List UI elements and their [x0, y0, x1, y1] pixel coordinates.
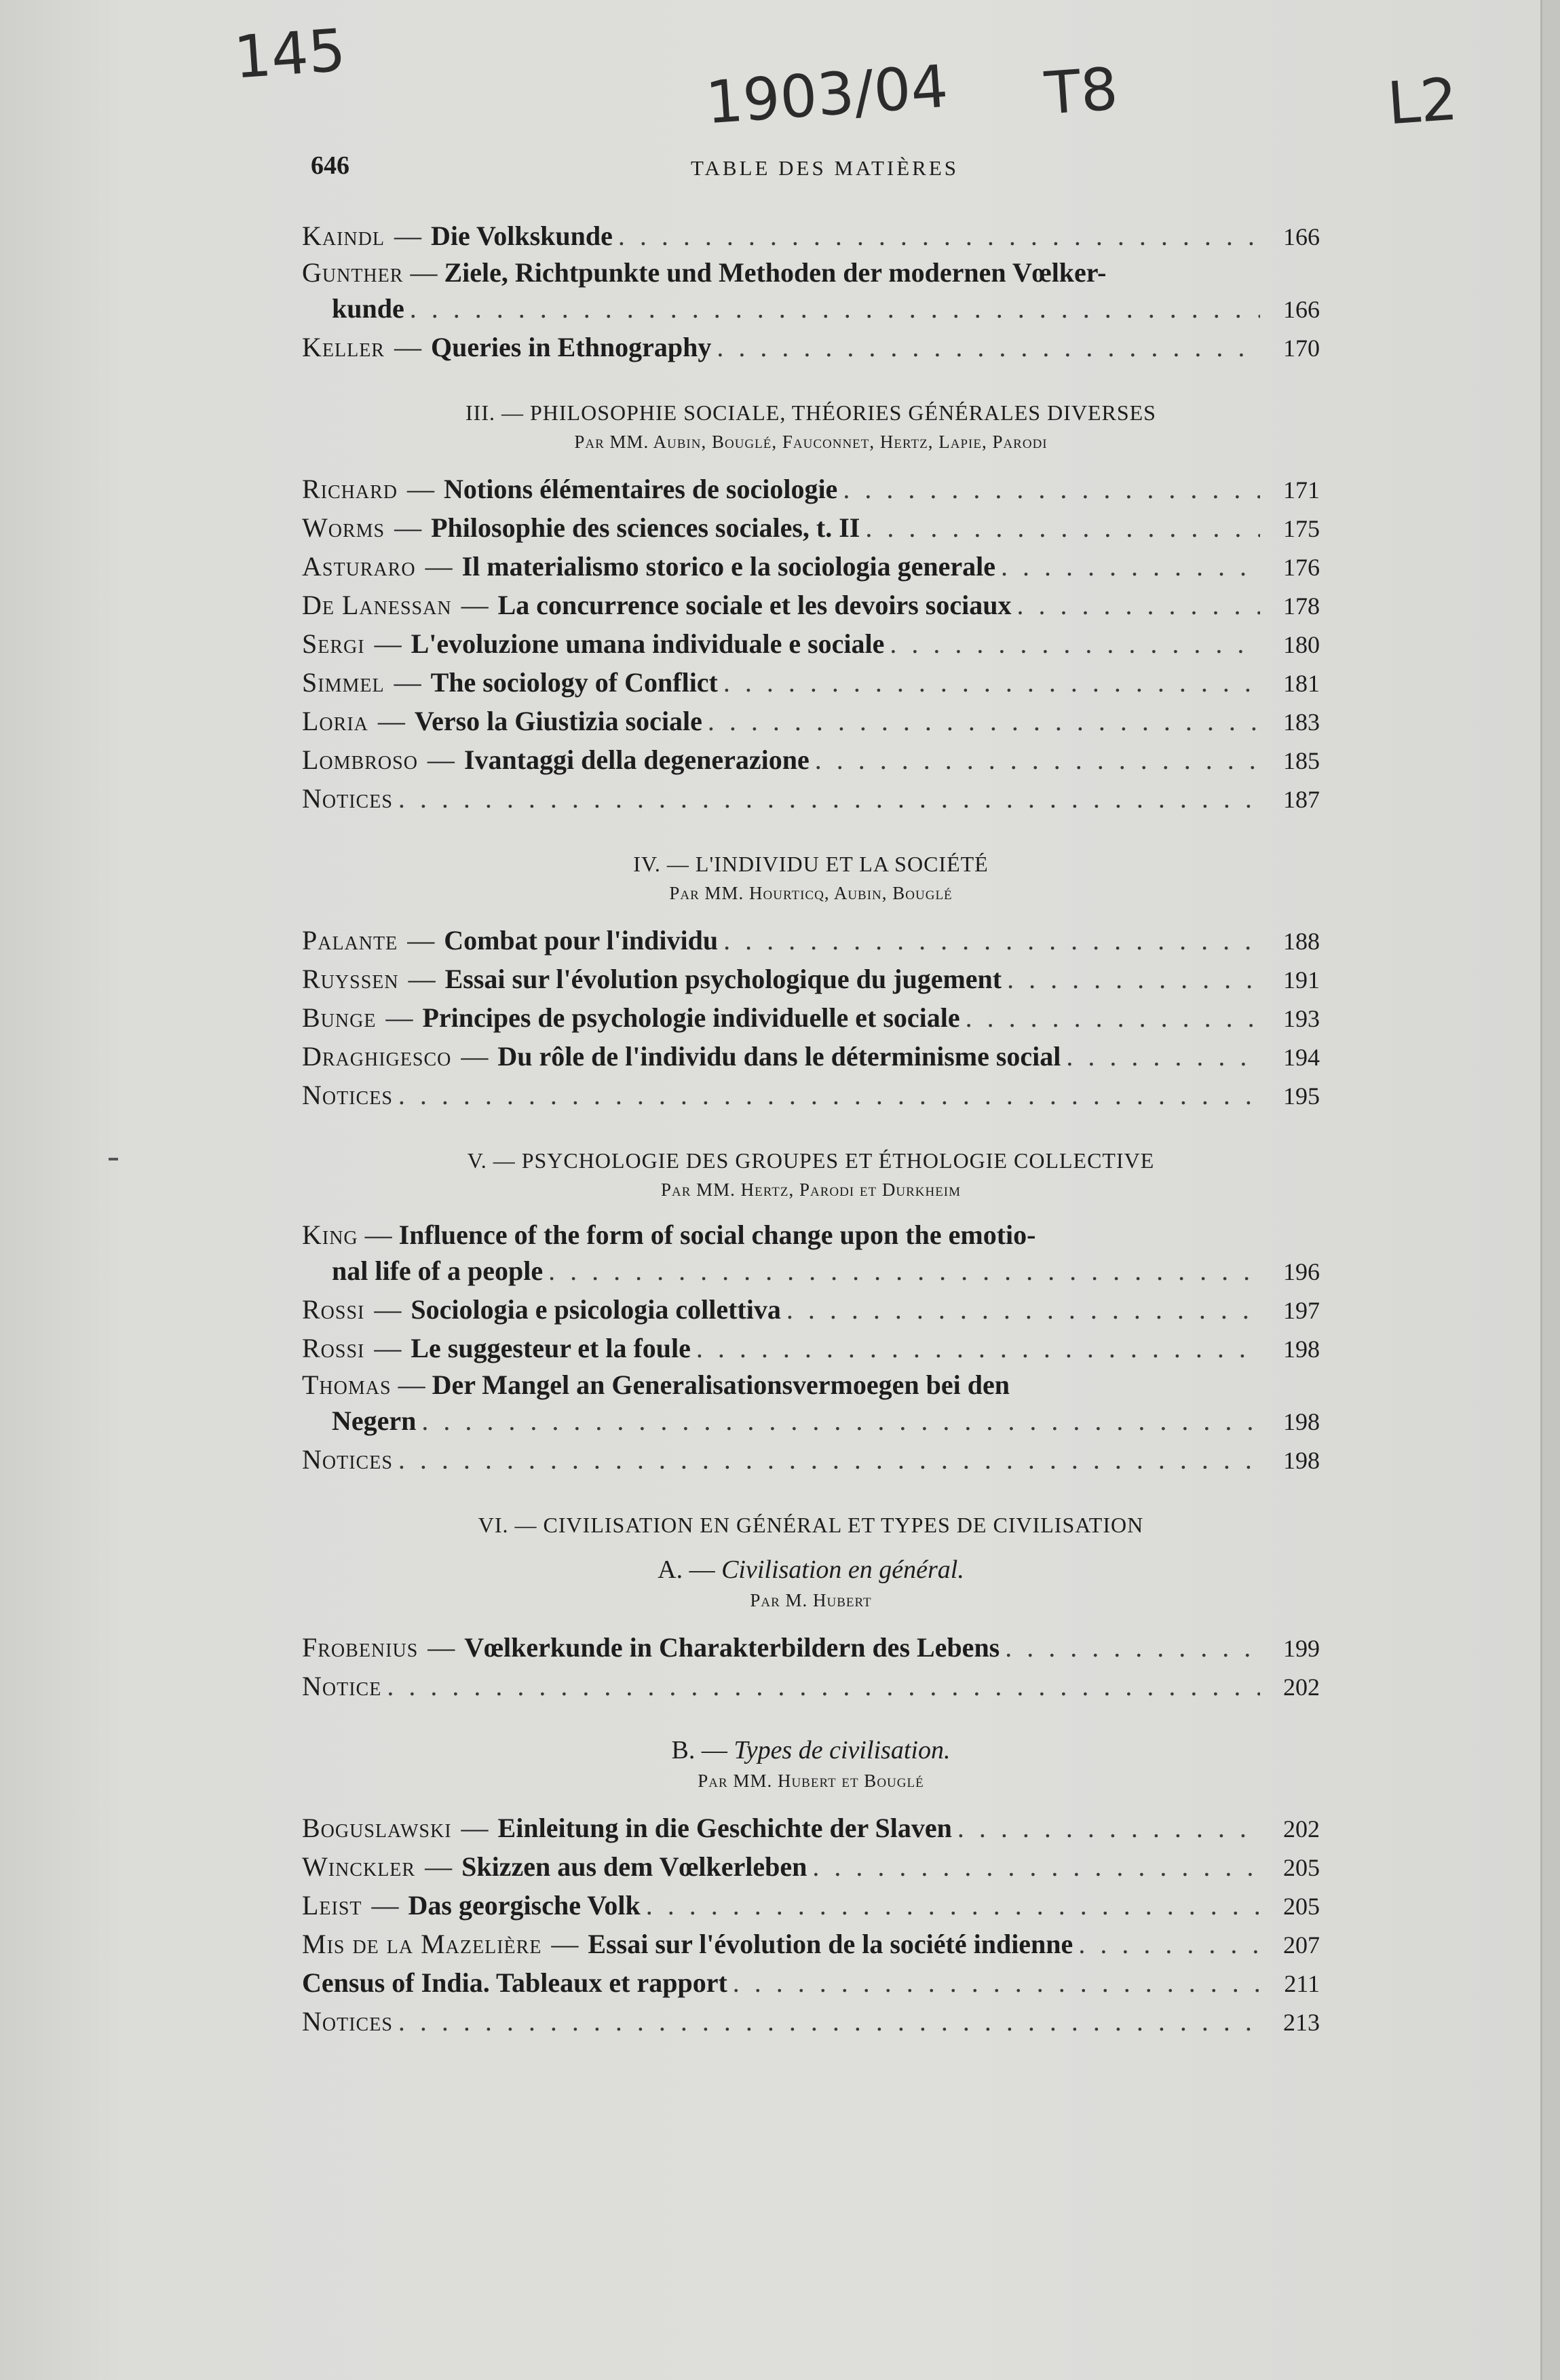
toc-entry: Rossi — Le suggesteur et la foule . . . 198	[302, 1329, 1320, 1368]
entry-author: Rossi	[302, 1333, 365, 1363]
entry-author: Mis de la Mazelière	[302, 1929, 542, 1959]
toc-entry-continuation	[302, 290, 1320, 328]
subsection-label: A. —	[658, 1555, 715, 1584]
entry-title: Influence of the form of social change upon the emotio-	[398, 1220, 1036, 1250]
entry-title: Ziele, Richtpunkte und Methoden der modernen Vœlker-	[444, 257, 1107, 288]
entry-author: Kaindl	[302, 221, 385, 251]
entry-author: Notices	[302, 1080, 393, 1110]
section-entries	[302, 1291, 1320, 1368]
entry-author: Bunge	[302, 1002, 377, 1033]
toc-entry: Boguslawski — Einleitung in die Geschichte der Slaven . . . 202	[302, 1809, 1320, 1848]
leader-dots	[421, 1402, 1260, 1440]
section-heading: IV. — L'INDIVIDU ET LA SOCIÉTÉ	[633, 852, 989, 876]
entry-page: 198	[1283, 1447, 1320, 1474]
subsection-heading	[302, 1733, 1320, 1767]
leader-dots	[1001, 548, 1260, 586]
subsection-label: B. —	[671, 1736, 727, 1764]
entry-page: 185	[1283, 747, 1320, 774]
toc-entry: Ruyssen — Essai sur l'évolution psychologique du jugement . . . 191	[302, 960, 1320, 999]
entry-page: 180	[1283, 631, 1320, 658]
toc-entry: Palante — Combat pour l'individu . . . 188	[302, 922, 1320, 960]
entry-title: kunde	[332, 293, 404, 324]
leader-dots	[723, 664, 1260, 702]
entry-author: Keller	[302, 332, 385, 362]
entry-title: Le suggesteur et la foule	[411, 1333, 691, 1363]
leader-dots	[1007, 960, 1260, 998]
toc-entry	[302, 1076, 1320, 1115]
toc-entry: Winckler — Skizzen aus dem Vœlkerleben . . . 205	[302, 1848, 1320, 1887]
toc-entry	[302, 1667, 1320, 1706]
section-byline: Par MM. Hourticq, Aubin, Bouglé	[669, 883, 953, 903]
entry-title: The sociology of Conflict	[430, 667, 718, 698]
toc-entry: Lombroso — Ivantaggi della degenerazione . . . 185	[302, 741, 1320, 780]
leader-dots	[733, 1964, 1260, 2002]
entry-title: Queries in Ethnography	[430, 332, 712, 362]
entry-page: 198	[1283, 1336, 1320, 1363]
entry-author: King	[302, 1220, 358, 1250]
section-entries	[302, 1809, 1320, 2041]
toc-entry: Sergi — L'evoluzione umana individuale e sociale . . . 180	[302, 625, 1320, 664]
section-heading: V. — PSYCHOLOGIE DES GROUPES ET ÉTHOLOGIE COLLECTIVE	[467, 1148, 1155, 1173]
entry-title: nal life of a people	[332, 1255, 544, 1286]
entry-page: 194	[1283, 1044, 1320, 1071]
entry-title: Census of India. Tableaux et rapport	[302, 1967, 727, 1998]
toc-entry: Worms — Philosophie des sciences sociales, t. II . . . 175	[302, 509, 1320, 548]
leader-dots	[723, 922, 1260, 960]
entry-title: Notions élémentaires de sociologie	[444, 474, 838, 504]
leader-dots	[966, 999, 1260, 1037]
entry-title: Essai sur l'évolution psychologique du jugement	[444, 964, 1002, 994]
handwritten-years: 1903/04	[703, 52, 951, 138]
entry-title: Die Volkskunde	[430, 221, 613, 251]
leader-dots	[812, 1848, 1260, 1886]
entry-author: Rossi	[302, 1294, 365, 1325]
entry-page: 198	[1283, 1408, 1320, 1435]
leader-dots	[646, 1887, 1260, 1925]
entry-author: Notices	[302, 783, 393, 814]
section-byline: Par M. Hubert	[750, 1590, 872, 1610]
entry-author: Palante	[302, 925, 398, 956]
margin-speck	[109, 1158, 118, 1160]
entry-author: Notices	[302, 1444, 393, 1475]
toc-entry-notices	[302, 1441, 1320, 1479]
entry-title: L'evoluzione umana individuale e sociale	[411, 628, 885, 659]
entry-title: Einleitung in die Geschichte der Slaven	[497, 1813, 952, 1843]
section-byline: Par MM. Aubin, Bouglé, Fauconnet, Hertz, Lapie, Parodi	[574, 432, 1048, 452]
entry-author: Sergi	[302, 628, 365, 659]
leader-dots	[843, 470, 1260, 508]
entry-page: 187	[1283, 786, 1320, 813]
entry-title: Das georgische Volk	[408, 1890, 641, 1921]
entry-title: Vœlkerkunde in Charakterbildern des Lebens	[464, 1632, 1000, 1663]
running-title: TABLE DES MATIÈRES	[691, 156, 959, 180]
entry-author: Frobenius	[302, 1632, 419, 1663]
toc-entry: Rossi — Sociologia e psicologia collettiva . . . 197	[302, 1291, 1320, 1329]
entry-page: 191	[1283, 966, 1320, 994]
leader-dots	[708, 702, 1260, 740]
entry-author: Boguslawski	[302, 1813, 452, 1843]
entry-title: Ivantaggi della degenerazione	[463, 744, 810, 775]
leader-dots	[398, 1441, 1260, 1479]
page-header	[0, 151, 1540, 191]
leader-dots	[1066, 1038, 1260, 1076]
entry-title: La concurrence sociale et les devoirs sociaux	[497, 590, 1012, 620]
entry-title: Principes de psychologie individuelle et sociale	[422, 1002, 960, 1033]
entry-page: 213	[1283, 2009, 1320, 2036]
entry-author: Ruyssen	[302, 964, 399, 994]
section-entries	[302, 470, 1320, 818]
entry-page: 196	[1283, 1258, 1320, 1285]
entry-title: Du rôle de l'individu dans le déterminisme social	[497, 1041, 1061, 1072]
entry-author: Draghigesco	[302, 1041, 452, 1072]
entry-author: Asturaro	[302, 551, 416, 582]
toc-entry-continuation	[302, 1402, 1320, 1441]
entry-page: 202	[1283, 1674, 1320, 1701]
entry-title: Essai sur l'évolution de la société indienne	[588, 1929, 1073, 1959]
leader-dots	[890, 625, 1260, 663]
subsection-title: Civilisation en général.	[721, 1555, 964, 1584]
entry-title: Negern	[332, 1405, 417, 1436]
entry-page: 178	[1283, 592, 1320, 620]
subsection-title: Types de civilisation.	[734, 1736, 951, 1764]
toc-entry: Loria — Verso la Giustizia sociale . . . 183	[302, 702, 1320, 741]
entry-title: Skizzen aus dem Vœlkerleben	[461, 1851, 807, 1882]
toc-entry: Thomas — Der Mangel an Generalisationsvermoegen bei den	[302, 1370, 1010, 1400]
entry-page: 199	[1283, 1635, 1320, 1662]
entry-page: 193	[1283, 1005, 1320, 1032]
entry-title: Der Mangel an Generalisationsvermoegen bei den	[432, 1370, 1010, 1400]
handwritten-mark-left: 145	[231, 16, 348, 92]
leader-dots	[548, 1252, 1260, 1290]
entry-page: 183	[1283, 709, 1320, 736]
entry-title: Combat pour l'individu	[444, 925, 719, 956]
entry-page: 171	[1283, 476, 1320, 504]
leader-dots	[957, 1809, 1260, 1847]
toc-entry: Gunther — Ziele, Richtpunkte und Methoden der modernen Vœlker-	[302, 257, 1107, 288]
entry-author: De Lanessan	[302, 590, 452, 620]
entry-page: 205	[1283, 1854, 1320, 1881]
toc-entry: Richard — Notions élémentaires de sociologie . . . 171	[302, 470, 1320, 509]
entry-page: 175	[1283, 515, 1320, 542]
section-byline: Par MM. Hertz, Parodi et Durkheim	[660, 1179, 962, 1200]
leader-dots	[717, 328, 1260, 366]
toc-entry: De Lanessan — La concurrence sociale et les devoirs sociaux . . . 178	[302, 586, 1320, 625]
leader-dots	[398, 780, 1260, 818]
toc-entry: King — Influence of the form of social change upon the emotio-	[302, 1220, 1036, 1250]
entry-author: Simmel	[302, 667, 385, 698]
table-of-contents	[302, 217, 1320, 2041]
entry-page: 207	[1283, 1931, 1320, 1959]
page-edge	[1540, 0, 1560, 2380]
leader-dots	[410, 290, 1260, 328]
entry-page: 166	[1283, 296, 1320, 323]
section-entries	[302, 1629, 1320, 1706]
entry-page: 166	[1283, 223, 1320, 250]
leader-dots	[398, 1076, 1260, 1114]
entry-author: Thomas	[302, 1370, 392, 1400]
entry-author: Richard	[302, 474, 398, 504]
entry-author: Winckler	[302, 1851, 416, 1882]
entry-author: Notices	[302, 2006, 393, 2037]
leader-dots	[696, 1329, 1260, 1367]
toc-entry	[302, 2003, 1320, 2041]
entry-author: Gunther	[302, 257, 404, 288]
toc-entry	[302, 1964, 1320, 2003]
section-heading: VI. — CIVILISATION EN GÉNÉRAL ET TYPES DE CIVILISATION	[478, 1513, 1144, 1537]
handwritten-mark-right: L2	[1385, 65, 1460, 138]
toc-entry: Leist — Das georgische Volk . . . 205	[302, 1887, 1320, 1925]
toc-entry: Kaindl — Die Volkskunde . . . 166	[302, 217, 1320, 256]
page-number: 646	[311, 151, 349, 180]
entry-page: 195	[1283, 1082, 1320, 1110]
entry-page: 176	[1283, 554, 1320, 581]
section-entries	[302, 922, 1320, 1115]
entry-author: Loria	[302, 706, 368, 736]
toc-entry: Frobenius — Vœlkerkunde in Charakterbildern des Lebens . . . 199	[302, 1629, 1320, 1667]
toc-entry-continuation	[302, 1252, 1320, 1291]
section-byline: Par MM. Hubert et Bouglé	[698, 1771, 924, 1791]
leader-dots	[618, 217, 1260, 255]
leader-dots	[398, 2003, 1260, 2041]
leader-dots	[815, 741, 1260, 779]
entry-author: Notice	[302, 1671, 382, 1701]
toc-entry	[302, 780, 1320, 818]
toc-entry: Bunge — Principes de psychologie individuelle et sociale . . . 193	[302, 999, 1320, 1038]
entry-page: 181	[1283, 670, 1320, 697]
entry-title: Philosophie des sciences sociales, t. II	[431, 512, 860, 543]
entry-page: 211	[1284, 1970, 1320, 1997]
entry-page: 188	[1283, 928, 1320, 955]
entry-title: Verso la Giustizia sociale	[414, 706, 702, 736]
entry-page: 197	[1283, 1297, 1320, 1324]
toc-entry: Keller — Queries in Ethnography . . . 170	[302, 328, 1320, 367]
entry-page: 202	[1283, 1815, 1320, 1843]
toc-entry: Simmel — The sociology of Conflict . . . 181	[302, 664, 1320, 702]
leader-dots	[1016, 586, 1260, 624]
leader-dots	[865, 509, 1260, 547]
entry-author: Worms	[302, 512, 385, 543]
leader-dots	[1005, 1629, 1260, 1667]
entry-page: 170	[1283, 335, 1320, 362]
toc-entry: Asturaro — Il materialismo storico e la sociologia generale . . . 176	[302, 548, 1320, 586]
entry-author: Lombroso	[302, 744, 418, 775]
leader-dots	[1078, 1925, 1260, 1963]
leader-dots	[786, 1291, 1260, 1329]
toc-entry: Mis de la Mazelière — Essai sur l'évolution de la société indienne . . . 207	[302, 1925, 1320, 1964]
entry-title: Il materialismo storico e la sociologia generale	[461, 551, 996, 582]
section-heading: III. — PHILOSOPHIE SOCIALE, THÉORIES GÉNÉRALES DIVERSES	[465, 400, 1156, 425]
entry-author: Leist	[302, 1890, 362, 1921]
leader-dots	[387, 1667, 1260, 1705]
entry-title: Sociologia e psicologia collettiva	[411, 1294, 781, 1325]
handwritten-code: T8	[1042, 55, 1120, 128]
subsection-heading	[302, 1553, 1320, 1587]
entry-page: 205	[1283, 1893, 1320, 1920]
toc-entry: Draghigesco — Du rôle de l'individu dans le déterminisme social . . . 194	[302, 1038, 1320, 1076]
